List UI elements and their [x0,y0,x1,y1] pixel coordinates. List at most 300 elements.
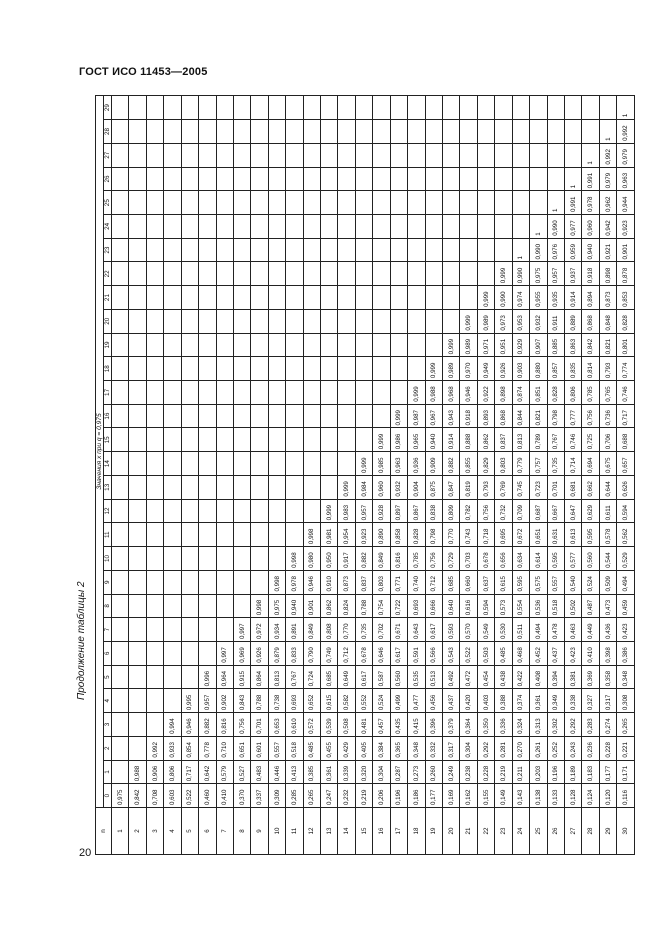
table-cell [129,262,146,286]
table-cell [321,357,338,381]
table-cell [564,143,581,167]
table-cell: 0,481 [355,713,372,737]
table-cell [199,594,216,618]
table-cell [286,309,303,333]
table-cell [129,499,146,523]
table-cell [408,96,425,120]
table-cell [460,191,477,215]
table-cell: 0,987 [408,404,425,428]
table-cell [355,286,372,310]
table-cell [530,191,547,215]
table-cell [338,428,355,452]
row-n-label: 10 [268,808,285,855]
table-cell [460,167,477,191]
table-row [373,96,390,855]
table-cell [199,641,216,665]
table-cell [233,309,250,333]
row-n-label: 9 [251,808,268,855]
table-cell: 0,951 [495,333,512,357]
table-cell: 0,977 [564,215,581,239]
table-cell: 0,361 [530,689,547,713]
table-cell [425,96,442,120]
x-header: 5 [104,665,112,689]
table-cell: 1 [564,167,581,191]
table-row [495,96,512,855]
table-cell [181,286,198,310]
table-cell [460,120,477,144]
table-cell [268,215,285,239]
table-cell: 0,591 [408,641,425,665]
table-cell [164,547,181,571]
table-row [547,96,564,855]
table-cell [112,143,129,167]
table-cell: 0,980 [303,547,320,571]
table-cell: 0,999 [425,357,442,381]
table-cell: 0,485 [303,736,320,760]
table-cell: 0,926 [495,357,512,381]
table-cell: 0,729 [443,547,460,571]
table-cell: 0,963 [390,452,407,476]
table-cell [408,143,425,167]
table-cell: 0,979 [599,167,616,191]
table-cell [199,309,216,333]
table-cell [112,191,129,215]
table-cell [338,143,355,167]
table-cell: 0,942 [599,215,616,239]
table-cell [199,262,216,286]
table-cell: 0,349 [547,689,564,713]
table-cell: 0,249 [443,760,460,784]
table-cell [390,238,407,262]
table-cell [199,286,216,310]
table-cell: 0,863 [564,333,581,357]
table-cell: 0,745 [512,475,529,499]
table-cell [181,475,198,499]
table-cell: 0,309 [268,784,285,808]
table-cell [355,96,372,120]
table-cell: 0,999 [408,381,425,405]
table-cell: 0,317 [599,689,616,713]
table-cell: 0,270 [512,736,529,760]
x-header: 12 [104,499,112,523]
table-cell [268,143,285,167]
table-cell [112,713,129,737]
table-cell [251,381,268,405]
table-cell [373,96,390,120]
table-cell: 0,833 [286,641,303,665]
table-cell: 0,524 [373,689,390,713]
table-cell [199,191,216,215]
table-cell [251,428,268,452]
table-cell: 0,688 [617,428,635,452]
table-cell [303,428,320,452]
table-cell [390,333,407,357]
table-cell [146,452,163,476]
table-cell: 0,765 [599,381,616,405]
table-cell [477,238,494,262]
table-cell: 0,535 [408,665,425,689]
table-cell [233,215,250,239]
table-row [477,96,494,855]
table-cell [268,452,285,476]
table-cell: 0,456 [425,689,442,713]
table-cell: 0,562 [617,523,635,547]
table-cell: 0,304 [373,760,390,784]
table-cell: 0,999 [373,428,390,452]
table-cell: 0,874 [512,381,529,405]
table-cell: 0,975 [268,594,285,618]
table-cell: 0,989 [443,357,460,381]
table-row [233,96,250,855]
x-header: 28 [104,120,112,144]
table-cell [233,357,250,381]
table-cell [390,215,407,239]
table-cell [164,191,181,215]
table-cell [512,143,529,167]
table-cell: 0,828 [617,309,635,333]
table-cell: 0,814 [582,357,599,381]
x-header: 25 [104,191,112,215]
table-cell [112,262,129,286]
table-cell: 0,902 [216,689,233,713]
table-cell: 0,283 [582,713,599,737]
table-cell: 0,675 [599,452,616,476]
x-header: 16 [104,404,112,428]
table-cell: 0,631 [547,523,564,547]
table-cell: 0,177 [599,760,616,784]
table-cell: 0,934 [268,618,285,642]
table-cell [181,191,198,215]
table-cell [268,381,285,405]
table-cell [199,428,216,452]
table-cell [146,713,163,737]
table-row [512,96,529,855]
table-cell [146,641,163,665]
x-header: 29 [104,96,112,120]
table-cell: 0,717 [617,404,635,428]
row-n-label: 28 [582,808,599,855]
table-cell: 0,722 [390,594,407,618]
table-cell: 0,738 [268,689,285,713]
table-cell: 0,595 [512,570,529,594]
table-cell: 0,889 [564,309,581,333]
table-cell [146,428,163,452]
table-cell [355,215,372,239]
table-cell [495,120,512,144]
table-cell [251,333,268,357]
table-cell: 0,617 [355,665,372,689]
table-cell [146,404,163,428]
table-cell [112,238,129,262]
table-cell [164,333,181,357]
table-cell [512,191,529,215]
table-cell [390,381,407,405]
table-cell: 0,544 [599,547,616,571]
table-cell: 0,854 [181,736,198,760]
table-cell: 0,988 [129,760,146,784]
table-cell [443,96,460,120]
table-row [425,96,442,855]
table-cell: 0,882 [443,452,460,476]
table-cell: 0,842 [129,784,146,808]
table-cell: 0,971 [477,333,494,357]
table-cell: 0,133 [547,784,564,808]
table-cell [530,96,547,120]
table-cell: 0,138 [530,784,547,808]
table-cell [408,357,425,381]
table-cell [268,262,285,286]
quantile-table [95,95,635,855]
table-cell: 0,849 [373,547,390,571]
table-cell: 0,770 [443,523,460,547]
table-cell [355,333,372,357]
table-cell [321,191,338,215]
table-cell [216,475,233,499]
table-cell: 0,196 [547,760,564,784]
table-cell: 0,678 [355,641,372,665]
table-cell: 0,992 [617,120,635,144]
table-cell: 0,940 [286,594,303,618]
table-cell [181,499,198,523]
table-cell [112,381,129,405]
table-cell: 0,848 [599,309,616,333]
table-cell [164,570,181,594]
table-cell: 0,457 [373,713,390,737]
table-cell: 0,708 [146,784,163,808]
table-cell [495,143,512,167]
table-cell: 0,972 [251,618,268,642]
table-cell [408,120,425,144]
table-cell [216,309,233,333]
table-cell [268,238,285,262]
table-cell: 0,949 [477,357,494,381]
row-n-label: 30 [617,808,635,855]
table-cell [164,499,181,523]
table-cell: 0,671 [390,618,407,642]
table-cell [146,499,163,523]
table-cell: 0,936 [408,452,425,476]
table-cell: 0,485 [495,641,512,665]
x-header: 9 [104,570,112,594]
table-cell: 0,703 [460,547,477,571]
table-cell [199,333,216,357]
table-cell: 0,420 [460,689,477,713]
table-cell: 0,364 [460,713,477,737]
table-cell [443,191,460,215]
table-cell [321,120,338,144]
table-cell [181,333,198,357]
table-row [164,96,181,855]
table-cell: 0,614 [530,547,547,571]
table-cell [355,404,372,428]
table-cell: 0,437 [443,689,460,713]
table-row [338,96,355,855]
table-cell: 0,358 [599,665,616,689]
table-cell: 0,221 [617,736,635,760]
table-cell: 0,957 [199,689,216,713]
table-cell: 0,595 [547,547,564,571]
table-cell: 0,990 [530,238,547,262]
table-cell [512,120,529,144]
table-cell [112,570,129,594]
table-cell [268,120,285,144]
table-cell: 0,508 [338,713,355,737]
table-cell: 0,570 [460,618,477,642]
table-cell [355,167,372,191]
table-cell [303,262,320,286]
table-cell [216,357,233,381]
table-cell [390,262,407,286]
table-cell: 0,935 [547,286,564,310]
table-cell [286,167,303,191]
table-cell: 0,647 [564,499,581,523]
table-cell [303,309,320,333]
table-cell: 0,285 [286,784,303,808]
table-cell [216,523,233,547]
row-n-label: 3 [146,808,163,855]
table-cell [495,191,512,215]
table-row [408,96,425,855]
table-cell [181,215,198,239]
row-n-label: 14 [338,808,355,855]
table-cell [216,262,233,286]
table-cell [129,191,146,215]
table-cell: 0,964 [216,665,233,689]
x-header: 3 [104,713,112,737]
row-n-label: 13 [321,808,338,855]
table-cell [146,523,163,547]
table-cell: 0,587 [373,665,390,689]
table-cell: 0,970 [460,357,477,381]
row-n-label: 7 [216,808,233,855]
row-n-label: 5 [181,808,198,855]
table-cell [251,452,268,476]
table-cell [443,167,460,191]
table-cell: 0,901 [617,238,635,262]
table-cell [199,523,216,547]
table-cell: 0,701 [251,713,268,737]
table-cell [164,238,181,262]
x-header: 21 [104,286,112,310]
table-cell: 0,790 [303,641,320,665]
table-cell [390,96,407,120]
table-cell: 0,477 [408,689,425,713]
table-cell: 0,946 [460,381,477,405]
table-cell [129,357,146,381]
table-cell [216,143,233,167]
table-cell: 0,989 [460,333,477,357]
table-cell: 0,381 [564,665,581,689]
table-cell: 0,906 [146,760,163,784]
table-cell [373,167,390,191]
table-cell: 1 [530,215,547,239]
table-cell [164,665,181,689]
table-cell [303,96,320,120]
table-cell [199,499,216,523]
table-cell [164,120,181,144]
table-cell: 0,413 [286,760,303,784]
x-header: 17 [104,381,112,405]
table-cell: 0,522 [181,784,198,808]
table-cell [390,309,407,333]
table-cell [390,357,407,381]
table-cell: 0,974 [512,286,529,310]
table-cell [268,309,285,333]
table-cell [129,523,146,547]
table-cell [112,333,129,357]
table-cell [286,96,303,120]
table-cell [251,523,268,547]
table-cell: 0,460 [199,784,216,808]
table-cell [199,143,216,167]
table-cell [146,262,163,286]
table-cell [425,309,442,333]
table-cell [146,475,163,499]
table-cell: 0,922 [477,381,494,405]
table-cell: 0,873 [599,286,616,310]
table-cell [233,404,250,428]
table-cell [233,547,250,571]
table-cell [599,96,616,120]
table-cell: 0,793 [599,357,616,381]
table-cell [129,333,146,357]
table-cell: 0,999 [321,499,338,523]
table-cell [216,286,233,310]
table-cell [460,143,477,167]
table-cell: 0,885 [547,333,564,357]
table-cell [112,452,129,476]
table-cell: 0,798 [425,523,442,547]
table-cell [373,309,390,333]
table-row [216,96,233,855]
table-cell [303,381,320,405]
table-cell [390,167,407,191]
table-cell [251,167,268,191]
table-cell: 0,518 [547,594,564,618]
table-cell [181,665,198,689]
table-cell [112,167,129,191]
table-cell [355,357,372,381]
table-row [390,96,407,855]
table-cell [512,96,529,120]
table-caption: Продолжение таблицы 2 [76,581,87,700]
table-cell [112,96,129,120]
x-header: 2 [104,736,112,760]
table-cell: 0,560 [390,665,407,689]
table-cell: 0,946 [303,570,320,594]
table-cell: 0,483 [251,760,268,784]
table-cell: 0,603 [164,784,181,808]
table-cell [425,333,442,357]
table-cell [129,475,146,499]
table-cell: 0,965 [408,428,425,452]
x-header: 22 [104,262,112,286]
table-cell: 0,124 [582,784,599,808]
table-cell [181,167,198,191]
table-cell: 0,478 [547,618,564,642]
table-cell [338,96,355,120]
table-cell: 0,666 [425,594,442,618]
table-cell [164,452,181,476]
table-cell: 0,788 [251,689,268,713]
table-cell [268,475,285,499]
table-cell: 0,640 [443,594,460,618]
table-cell: 0,969 [233,641,250,665]
table-cell [338,167,355,191]
table-cell: 0,678 [477,547,494,571]
table-cell [181,523,198,547]
table-cell [425,143,442,167]
